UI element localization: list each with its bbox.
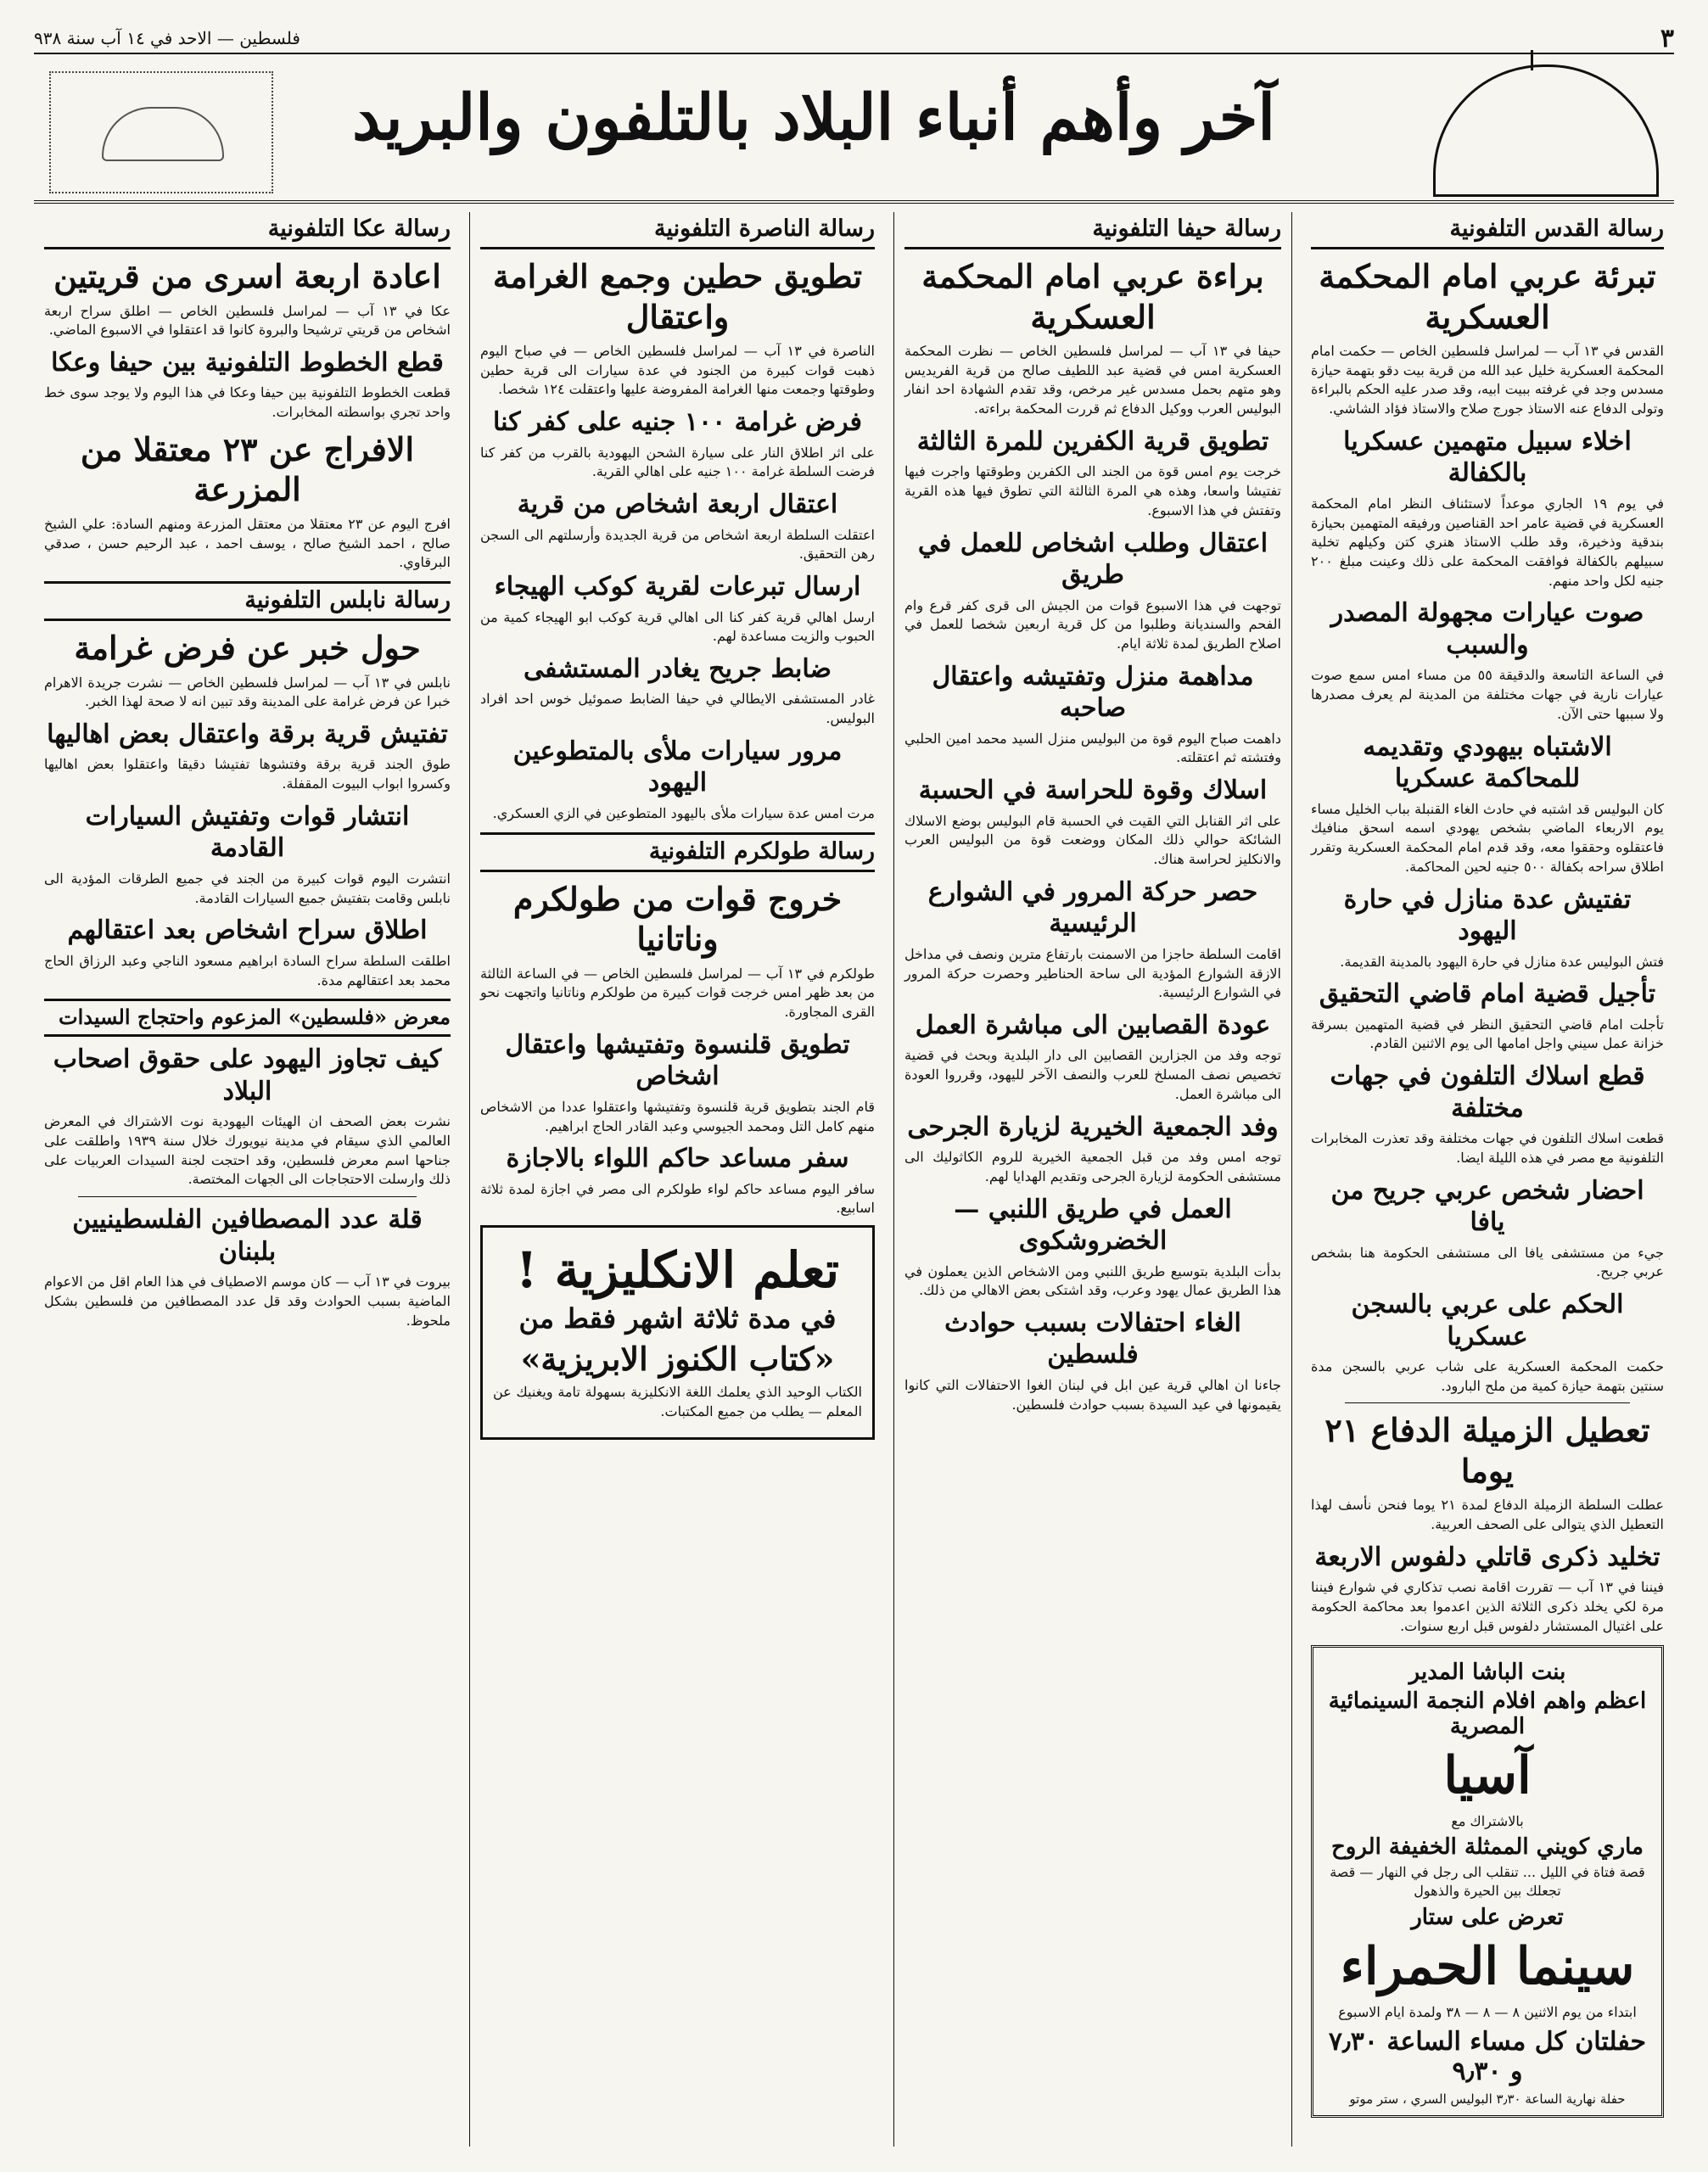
article-body: غادر المستشفى الايطالي في حيفا الضابط صموئيل خوس احد افراد البوليس. xyxy=(480,691,875,727)
column-heading: رسالة نابلس التلفونية xyxy=(44,581,451,621)
article-body: الناصرة في ١٣ آب — لمراسل فلسطين الخاص — في صباح اليوم ذهبت قوات كبيرة من الجنود في عدة سيارات الى قرية حطين وطوقتها وجمعت منها الغرامة المفروضة عليها واعتقلت ١٢٤ شخصا. xyxy=(480,343,875,398)
column-heading: رسالة عكا التلفونية xyxy=(44,212,451,249)
top-line xyxy=(34,24,1674,54)
article-body: حيفا في ١٣ آب — لمراسل فلسطين الخاص — نظرت المحكمة العسكرية امس في قضية عبد اللطيف صالح من قرية الفريديس وهو متهم بحمل مسدس غير مرخص، وقد تقدم الشهادة احد انفار البوليس العرب ووكيل الدفاع ثم قررت المحكمة براءته. xyxy=(904,343,1281,417)
article-headline: براءة عربي امام المحكمة العسكرية xyxy=(921,257,1264,336)
article-body: عكا في ١٣ آب — لمراسل فلسطين الخاص — اطلق سراح اربعة اشخاص من قريتي ترشيحا والبروة كانوا قد اعتقلوا في الاسبوع الماضي. xyxy=(44,302,451,339)
article-body: توجه وفد من الجزارين القصابين الى دار البلدية وبحث في قضية تخصيص نصف المسلخ للعرب والنصف الآخر لليهود، وقرروا العودة الى مباشرة العمل. xyxy=(904,1047,1281,1102)
article-headline: مداهمة منزل وتفتيشه واعتقال صاحبه xyxy=(932,661,1254,724)
column-heading: معرض «فلسطين» المزعوم واحتجاج السيدات xyxy=(44,999,451,1037)
ad-subline: في مدة ثلاثة اشهر فقط من xyxy=(518,1302,837,1335)
article-body: قطعت اسلاك التلفون في جهات مختلفة وقد تعذرت المخابرات التلفونية مع مصر في هذه الليلة ايضا. xyxy=(1311,1130,1664,1166)
article-body: سافر اليوم مساعد حاكم لواء طولكرم الى مصر في اجازة لمدة ثلاثة اسابيع. xyxy=(480,1180,875,1217)
article-headline: اخلاء سبيل متهمين عسكريا بالكفالة xyxy=(1343,426,1632,489)
masthead-banner xyxy=(34,56,1674,204)
article-headline: اطلاق سراح اشخاص بعد اعتقالهم xyxy=(67,915,428,946)
column-acre-nablus xyxy=(34,212,461,2147)
ad-line: بالاشتراك مع xyxy=(1451,1812,1524,1829)
article-headline: فرض غرامة ١٠٠ جنيه على كفر كنا xyxy=(493,407,862,438)
article-body: في يوم ١٩ الجاري موعداً لاستئناف النظر امام المحكمة العسكرية في قضية عامر احد القناصين ورفيقه المتهمين بحيازة بندقية وذخيرة، وقد طلب الاستاذ هنري كتن وكيلهم تخلية سبيلهم بالكفالة فوافقت المحكمة على ذلك وعينت مبلغ ٢٠٠ جنيه لكل واحد منهم. xyxy=(1311,495,1665,589)
ad-dates: ابتداء من يوم الاثنين ٨ — ٨ — ٣٨ ولمدة ايام الاسبوع xyxy=(1338,2003,1637,2020)
article-headline: سفر مساعد حاكم اللواء بالاجازة xyxy=(506,1144,849,1174)
ad-showtimes: حفلتان كل مساء الساعة ٧٫٣٠ و ٩٫٣٠ xyxy=(1328,2027,1647,2087)
article-headline: احضار شخص عربي جريح من يافا xyxy=(1330,1175,1644,1238)
article-headline: قطع اسلاك التلفون في جهات مختلفة xyxy=(1330,1061,1645,1123)
masthead-title: آخر وأهم أنباء البلاد بالتلفون والبريد xyxy=(352,81,1275,154)
article-body: افرج اليوم عن ٢٣ معتقلا من معتقل المزرعة ومنهم السادة: علي الشيخ صالح ، احمد الشيخ صالح ، يوسف احمد ، عبد الرحيم حسن ، صدقي البرقاوي. xyxy=(44,515,451,571)
ad-line: ماري كويني الممثلة الخفيفة الروح xyxy=(1331,1833,1644,1860)
article-body: طولكرم في ١٣ آب — لمراسل فلسطين الخاص — في الساعة الثالثة من بعد ظهر امس خرجت قوات كبيرة من طولكرم وناتانيا واتجهت نحو القرى المجاورة. xyxy=(480,965,875,1021)
article-body: قام الجند بتطويق قرية قلنسوة وتفتيشها واعتقلوا عددا من الاشخاص منهم كامل التل ومحمد الجيوسي وعبد القادر الحاج ابراهيم. xyxy=(480,1098,875,1134)
ad-body: الكتاب الوحيد الذي يعلمك اللغة الانكليزية بسهولة تامة ويغنيك عن المعلم — يطلب من جميع المكتبات. xyxy=(493,1384,862,1419)
dateline: فلسطين — الاحد في ١٤ آب سنة ٩٣٨ xyxy=(34,28,300,48)
column-heading: رسالة القدس التلفونية xyxy=(1311,212,1664,249)
article-body: اعتقلت السلطة اربعة اشخاص من قرية الجديدة وأرسلتهم الى السجن رهن التحقيق. xyxy=(480,526,875,563)
article-headline: الافراج عن ٢٣ معتقلا من المزرعة xyxy=(80,429,415,509)
article-headline: الحكم على عربي بالسجن عسكريا xyxy=(1351,1290,1624,1352)
article-headline: تأجيل قضية امام قاضي التحقيق xyxy=(1319,979,1656,1010)
article-body: القدس في ١٣ آب — لمراسل فلسطين الخاص — حكمت امام المحكمة العسكرية خليل عبد الله من قرية بيت دقو بتهمة حيازة مسدس وجد في غرفته ببيت ابيه، وقد صدر عليه الحكم بالبراءة وتولى الدفاع عنه الاستاذ جورج صلاح والاستاذ فؤاد الشاشي. xyxy=(1311,343,1665,417)
column-jerusalem xyxy=(1301,212,1674,2147)
dome-of-rock-emblem xyxy=(1433,64,1659,197)
article-body: مرت امس عدة سيارات ملأى باليهود المتطوعين في الزي العسكري. xyxy=(492,804,875,821)
column-heading: رسالة الناصرة التلفونية xyxy=(480,212,875,249)
article-headline: تخليد ذكرى قاتلي دلفوس الاربعة xyxy=(1314,1542,1660,1572)
ad-star-name: آسيا xyxy=(1443,1745,1532,1805)
article-headline: قلة عدد المصطافين الفلسطينيين بلبنان xyxy=(72,1205,423,1267)
article-body: اقامت السلطة حاجزا من الاسمنت بارتفاع مترين ونصف في مداخل الازقة الشوارع المؤدية الى ساحة الحناطير وحصرت حركة المرور في الشوارع الرئيسية. xyxy=(904,945,1281,1001)
article-headline: ارسال تبرعات لقرية كوكب الهيجاء xyxy=(494,572,861,602)
article-body: بدأت البلدية بتوسيع طريق اللنبي ومن الاشخاص الذين يعملون في هذا الطريق عمال يهود وعرب، وقد اشتكى بعض الاهالي من ذلك. xyxy=(904,1262,1281,1299)
article-body: جاءنا ان اهالي قرية عين ابل في لبنان الغوا الاحتفالات التي كانوا يقيمونها في عيد السيدة بسبب حوادث فلسطين. xyxy=(904,1376,1281,1413)
article-body: جيء من مستشفى يافا الى مستشفى الحكومة هنا بشخص عربي جريح. xyxy=(1311,1244,1664,1280)
article-body: بيروت في ١٣ آب — كان موسم الاصطياف في هذا العام اقل من الاعوام الماضية بسبب الحوادث وقد قل عدد المصطافين من فلسطين بشكل ملحوظ. xyxy=(44,1274,451,1329)
ad-description: قصة فتاة في الليل ... تنقلب الى رجل في النهار — قصة تجعلك بين الحيرة والذهول xyxy=(1330,1863,1645,1900)
article-body: طوق الجند قرية برقة وفتشوها تفتيشا دقيقا واعتقلوا بعض اهاليها وكسروا ابواب البيوت المقفلة. xyxy=(44,756,451,792)
article-body: توجهت في هذا الاسبوع قوات من الجيش الى قرى كفر قرع وام الفحم والسنديانة وطلبوا من كل قرية اربعين شخصا للعمل في اصلاح الطريق لمدة ثلاثة ايام. xyxy=(904,596,1281,652)
ad-headline: تعلم الانكليزية ! xyxy=(515,1241,840,1300)
article-headline: اسلاك وقوة للحراسة في الحسبة xyxy=(918,775,1268,806)
article-body: نابلس في ١٣ آب — لمراسل فلسطين الخاص — نشرت جريدة الاهرام خبرا عن فرض غرامة على المدينة وقد تبين انه لا صحة لهذا الخبر. xyxy=(44,674,451,710)
article-headline: كيف تجاوز اليهود على حقوق اصحاب البلاد xyxy=(53,1044,442,1106)
article-headline: عودة القصابين الى مباشرة العمل xyxy=(915,1010,1271,1040)
ad-line: اعظم واهم افلام النجمة السينمائية المصرية xyxy=(1328,1688,1647,1739)
column-nazareth-tulkarm xyxy=(469,212,885,2147)
ad-line: بنت الباشا المدير xyxy=(1408,1659,1566,1685)
divider xyxy=(78,1196,417,1197)
article-body: فتش البوليس عدة منازل في حارة اليهود بالمدينة القديمة. xyxy=(1340,953,1664,970)
article-headline: مرور سيارات ملأى بالمتطوعين اليهود xyxy=(512,736,843,798)
page-number: ٣ xyxy=(1660,23,1674,53)
article-headline: ضابط جريح يغادر المستشفى xyxy=(524,653,832,684)
ad-book-title: «كتاب الكنوز الابريزية» xyxy=(520,1340,835,1379)
article-headline: تطويق قلنسوة وتفتيشها واعتقال اشخاص xyxy=(505,1029,850,1092)
article-body: نشرت بعض الصحف ان الهيئات اليهودية نوت الاشتراك في المعرض العالمي الذي سيقام في مدينة نيويورك خلال سنة ١٩٣٩ واطلقت على جناحها اسم معرض فلسطين، وقد احتجت لجنة السيدات العربيات على ذلك وارسلت الاحتجاجات الى الجهات المختصة. xyxy=(44,1113,451,1188)
article-body: انتشرت اليوم قوات كبيرة من الجند في جميع الطرقات المؤدية الى نابلس وقامت بتفتيش جميع السيارات القادمة. xyxy=(44,870,451,906)
article-body: حكمت المحكمة العسكرية على شاب عربي بالسجن مدة سنتين بتهمة حيازة كمية من ملح البارود. xyxy=(1311,1358,1664,1394)
article-headline: اعتقال وطلب اشخاص للعمل في طريق xyxy=(917,528,1268,591)
article-body: فيننا في ١٣ آب — تقررت اقامة نصب تذكاري في شوارع فيننا مرة لكي يخلد ذكرى الثلاثة الذين اعدموا بعد محاكمة الحكومة على اغتيال المستشار دلفوس قبل اربع سنوات. xyxy=(1311,1579,1664,1634)
divider xyxy=(1345,1402,1630,1403)
ad-line: تعرض على ستار xyxy=(1411,1904,1564,1930)
article-body: على اثر اطلاق النار على سيارة الشحن اليهودية بالقرب من كفر كنا فرضت السلطة غرامة ١٠٠ جنيه على اهالي القرية. xyxy=(480,444,875,480)
article-body: على اثر القنابل التي القيت في الحسبة قام البوليس بوضع الاسلاك الشائكة حوالي ذلك المكان ووضعت قوة من البوليس العرب والانكليز لحراسة هناك. xyxy=(904,812,1281,868)
article-body: توجه امس وفد من قبل الجمعية الخيرية للروم الكاثوليك الى مستشفى الحكومة لزيارة الجرحى وتقديم الهدايا لهم. xyxy=(904,1149,1281,1184)
column-heading: رسالة طولكرم التلفونية xyxy=(480,832,875,872)
article-headline: قطع الخطوط التلفونية بين حيفا وعكا xyxy=(51,347,444,378)
article-headline: صوت عيارات مجهولة المصدر والسبب xyxy=(1330,598,1644,660)
article-headline: تفتيش قرية برقة واعتقال بعض اهاليها xyxy=(47,719,448,749)
column-haifa xyxy=(893,212,1292,2147)
article-headline: حول خبر عن فرض غرامة xyxy=(74,629,421,668)
article-headline: تبرئة عربي امام المحكمة العسكرية xyxy=(1319,257,1656,336)
column-heading: رسالة حيفا التلفونية xyxy=(904,212,1281,249)
article-headline: تعطيل الزميلة الدفاع ٢١ يوما xyxy=(1324,1411,1650,1490)
article-headline: العمل في طريق اللنبي — الخضروشكوى xyxy=(954,1194,1232,1257)
article-body: خرجت يوم امس قوة من الجند الى الكفرين وطوقتها واجرت فيها تفتيشا واسعا، وهذه هي المرة الثالثة التي تطوق فيها هذه القرية وتفتش في هذا الاسبوع. xyxy=(904,463,1281,518)
article-headline: تطويق قرية الكفرين للمرة الثالثة xyxy=(916,426,1269,456)
article-body: ارسل اهالي قرية كفر كنا الى اهالي قرية كوكب ابو الهيجاء كمية من الحبوب والزيت مساعدة لهم. xyxy=(480,608,875,645)
ad-cinema-name: سينما الحمراء xyxy=(1340,1936,1635,1996)
article-body: تأجلت امام قاضي التحقيق النظر في قضية المتهمين بسرقة خزانة عمل سيني واجل امامها الى يوم الاثنين القادم. xyxy=(1311,1016,1664,1052)
article-body: في الساعة التاسعة والدقيقة ٥٥ من مساء امس سمع صوت عيارات نارية في جهات مختلفة من المدينة لم يعرف مصدرها ولا سببها حتى الآن. xyxy=(1311,667,1665,722)
article-headline: تفتيش عدة منازل في حارة اليهود xyxy=(1343,884,1632,946)
article-headline: الغاء احتفالات بسبب حوادث فلسطين xyxy=(944,1307,1241,1370)
article-body: داهمت صباح اليوم قوة من البوليس منزل السيد محمد امين الحلبي وفتشته ثم اعتقلته. xyxy=(904,730,1281,766)
ornamental-scroll-emblem xyxy=(49,71,273,193)
article-body: قطعت الخطوط التلفونية بين حيفا وعكا في هذا اليوم ولا يوجد سوى خط واحد تجري بواسطته المخابرات. xyxy=(44,384,451,421)
article-headline: تطويق حطين وجمع الغرامة واعتقال xyxy=(492,257,863,336)
cinema-advertisement xyxy=(1311,1645,1664,2119)
ad-footer: حفلة نهارية الساعة ٣٫٣٠ البوليس السري ، ستر موتو xyxy=(1349,2091,1626,2108)
article-headline: اعادة اربعة اسرى من قريتين xyxy=(53,257,441,295)
article-headline: وفد الجمعية الخيرية لزيارة الجرحى xyxy=(907,1111,1279,1142)
article-headline: حصر حركة المرور في الشوارع الرئيسية xyxy=(927,876,1258,939)
english-book-advertisement xyxy=(480,1225,875,1439)
article-body: عطلت السلطة الزميلة الدفاع لمدة ٢١ يوما فنحن نأسف لهذا التعطيل الذي يتوالى على الصحف العربية. xyxy=(1311,1497,1664,1533)
article-headline: اعتقال اربعة اشخاص من قرية xyxy=(517,490,838,520)
article-headline: خروج قوات من طولكرم وناتانيا xyxy=(512,879,843,959)
article-body: كان البوليس قد اشتبه في حادث الغاء القنبلة بباب الخليل مساء يوم الاربعاء الماضي بشخص يهودي اسمه اسحق منافيك فاعتقلوه وحققوا معه، وقد قدم امام المحكمة العسكرية وتقرر اطلاق سراحه بكفالة ٥٠٠ جنيه لحين المحاكمة. xyxy=(1311,800,1665,875)
article-headline: الاشتباه بيهودي وتقديمه للمحاكمة عسكريا xyxy=(1363,731,1612,794)
article-headline: انتشار قوات وتفتيش السيارات القادمة xyxy=(85,801,410,864)
article-body: اطلقت السلطة سراح السادة ابراهيم مسعود الناجي وعبد الرزاق الحاج محمد بعد اعتقالهم مدة. xyxy=(44,952,451,988)
